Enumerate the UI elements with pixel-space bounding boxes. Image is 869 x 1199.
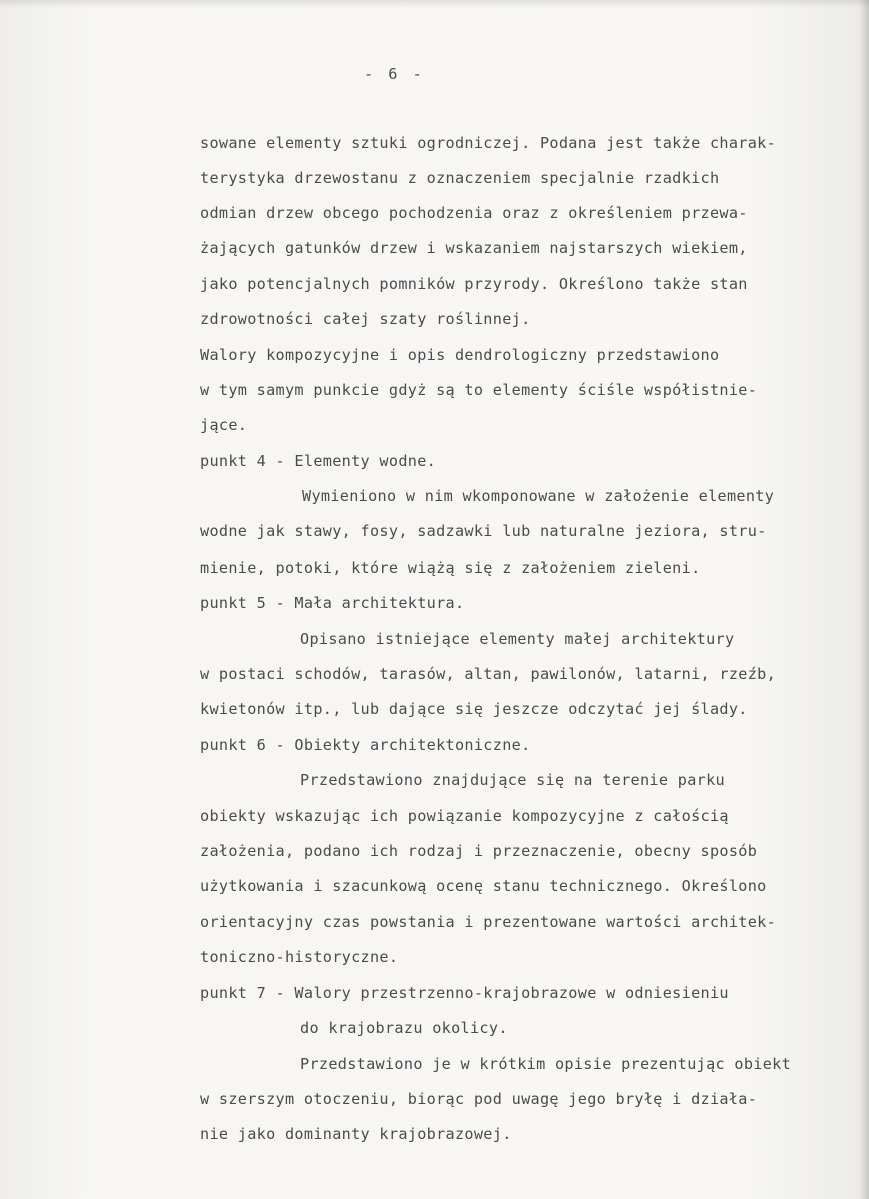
text-line: wodne jak stawy, fosy, sadzawki lub naturalne jeziora, stru-	[200, 522, 767, 540]
text-line: do krajobrazu okolicy.	[300, 1019, 508, 1037]
text-line: w postaci schodów, tarasów, altan, pawilonów, latarni, rzeźb,	[200, 665, 777, 683]
section-heading: punkt 6 - Obiekty architektoniczne.	[200, 736, 531, 754]
text-line: jące.	[200, 416, 248, 434]
page-number: - 6 -	[364, 65, 425, 83]
text-line: żających gatunków drzew i wskazaniem najstarszych wiekiem,	[200, 239, 748, 257]
text-line: Opisano istniejące elementy małej architektury	[300, 630, 735, 648]
text-line: Wymieniono w nim wkomponowane w założenie elementy	[302, 487, 775, 505]
text-line: kwietonów itp., lub dające się jeszcze odczytać jej ślady.	[200, 700, 748, 718]
scan-shadow-right	[859, 0, 869, 1199]
text-line: Walory kompozycyjne i opis dendrologiczny przedstawiono	[200, 346, 720, 364]
text-line: mienie, potoki, które wiążą się z założeniem zieleni.	[200, 559, 701, 577]
text-line: Przedstawiono znajdujące się na terenie parku	[300, 771, 725, 789]
text-line: terystyka drzewostanu z oznaczeniem specjalnie rzadkich	[200, 169, 720, 187]
text-line: obiekty wskazując ich powiązanie kompozycyjne z całością	[200, 807, 729, 825]
section-heading: punkt 5 - Mała architektura.	[200, 594, 465, 612]
section-heading: punkt 7 - Walory przestrzenno-krajobrazowe w odniesieniu	[200, 984, 729, 1002]
text-line: jako potencjalnych pomników przyrody. Określono także stan	[200, 275, 748, 293]
text-line: zdrowotności całej szaty roślinnej.	[200, 310, 531, 328]
text-line: sowane elementy sztuki ogrodniczej. Podana jest także charak-	[200, 134, 777, 152]
text-line: orientacyjny czas powstania i prezentowane wartości architek-	[200, 913, 777, 931]
section-heading: punkt 4 - Elementy wodne.	[200, 452, 437, 470]
text-line: toniczno-historyczne.	[200, 948, 399, 966]
text-line: nie jako dominanty krajobrazowej.	[200, 1125, 512, 1143]
text-line: w tym samym punkcie gdyż są to elementy ściśle współistnie-	[200, 381, 758, 399]
scan-shadow-top	[0, 0, 869, 8]
text-line: użytkowania i szacunkową ocenę stanu technicznego. Określono	[200, 877, 767, 895]
text-line: założenia, podano ich rodzaj i przeznaczenie, obecny sposób	[200, 842, 758, 860]
text-line: odmian drzew obcego pochodzenia oraz z określeniem przewa-	[200, 204, 748, 222]
text-line: w szerszym otoczeniu, biorąc pod uwagę jego bryłę i działa-	[200, 1090, 758, 1108]
text-line: Przedstawiono je w krótkim opisie prezentując obiekt	[300, 1055, 792, 1073]
